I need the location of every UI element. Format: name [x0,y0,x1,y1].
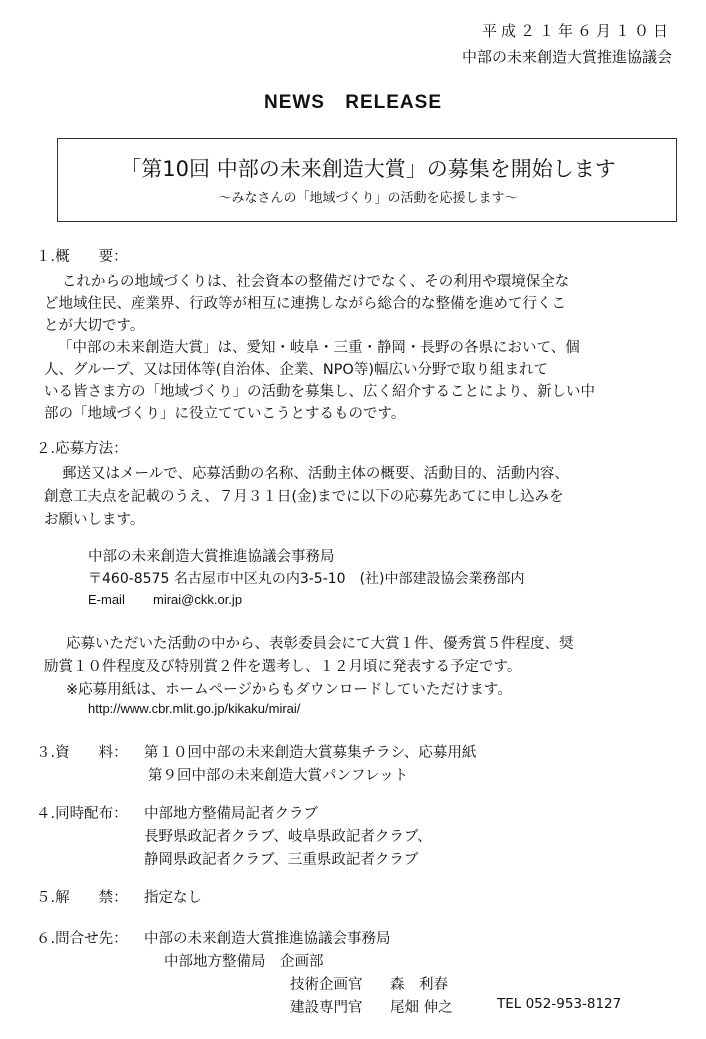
press-club-item: 中部地方整備局記者クラブ [144,806,318,822]
section-2-heading: ２.応募方法： [36,441,128,457]
contact-person-1-name: 森 利春 [390,977,448,993]
issuing-organization: 中部の未来創造大賞推進協議会 [461,48,672,66]
contact-email-label: E-mail [88,592,125,607]
section-2-line: お願いします。 [44,512,145,528]
page-title: 「第10回 中部の未来創造大賞」の募集を開始します [120,157,616,181]
press-club-item: 静岡県政記者クラブ、三重県政記者クラブ [144,852,419,868]
section-1-line: これからの地域づくりは、社会資本の整備だけでなく、その利用や環境保全な [62,274,570,290]
contact-email[interactable]: mirai@ckk.or.jp [153,592,243,607]
press-club-item: 長野県政記者クラブ、岐阜県政記者クラブ、 [144,829,432,845]
contact-person-1-title: 技術企画官 [290,977,363,993]
section-1-line: 部の「地域づくり」に役立てていこうとするものです。 [44,406,406,422]
section-1-line: いる皆さま方の「地域づくり」の活動を募集し、広く紹介することにより、新しい中 [44,384,595,400]
section-2-line: 励賞１０件程度及び特別賞２件を選考し、１２月頃に発表する予定です。 [44,659,522,675]
inquiry-org: 中部の未来創造大賞推進協議会事務局 [144,931,391,947]
contact-person-2-title: 建設専門官 [290,1000,363,1016]
contact-person-2-name: 尾畑 伸之 [390,1000,453,1016]
contact-address: 〒460-8575 名古屋市中区丸の内3-5-10 (社)中部建設協会業務部内 [88,571,525,587]
section-1-line: 人、グループ、又は団体等(自治体、企業、NPO等)幅広い分野で取り組まれて [44,362,548,378]
section-1-heading: １.概 要： [36,249,128,265]
title-box [57,138,677,222]
inquiry-department: 中部地方整備局 企画部 [164,954,324,970]
contact-phone: TEL 052-953-8127 [497,996,622,1012]
section-5-heading: ５.解 禁： [36,890,128,906]
news-release-label: NEWS RELEASE [263,92,443,113]
materials-item: 第１０回中部の未来創造大賞募集チラシ、応募用紙 [144,745,477,761]
section-2-line: 郵送又はメールで、応募活動の名称、活動主体の概要、活動目的、活動内容、 [62,466,569,482]
embargo-value: 指定なし [144,890,202,906]
section-4-heading: ４.同時配布： [36,806,128,822]
section-2-line: 応募いただいた活動の中から、表彰委員会にて大賞１件、優秀賞５件程度、奨 [66,636,574,652]
section-6-heading: ６.問合せ先： [36,931,128,947]
download-url[interactable]: http://www.cbr.mlit.go.jp/kikaku/mirai/ [88,701,301,716]
section-1-line: とが大切です。 [44,318,145,334]
section-2-line: ※応募用紙は、ホームページからもダウンロードしていただけます。 [66,682,512,698]
page-subtitle: ～みなさんの「地域づくり」の活動を応援します～ [218,191,518,206]
section-3-heading: ３.資 料： [36,745,128,761]
section-1-line: ど地域住民、産業界、行政等が相互に連携しながら総合的な整備を進めて行くこ [44,296,566,312]
release-date: 平成２１年６月１０日 [481,22,672,40]
section-2-line: 創意工夫点を記載のうえ、７月３１日(金)までに以下の応募先あてに申し込みを [44,489,564,505]
section-1-line: 「中部の未来創造大賞」は、愛知・岐阜・三重・静岡・長野の各県において、個 [58,340,580,356]
contact-office: 中部の未来創造大賞推進協議会事務局 [88,549,335,565]
materials-item: 第９回中部の未来創造大賞パンフレット [148,768,409,784]
